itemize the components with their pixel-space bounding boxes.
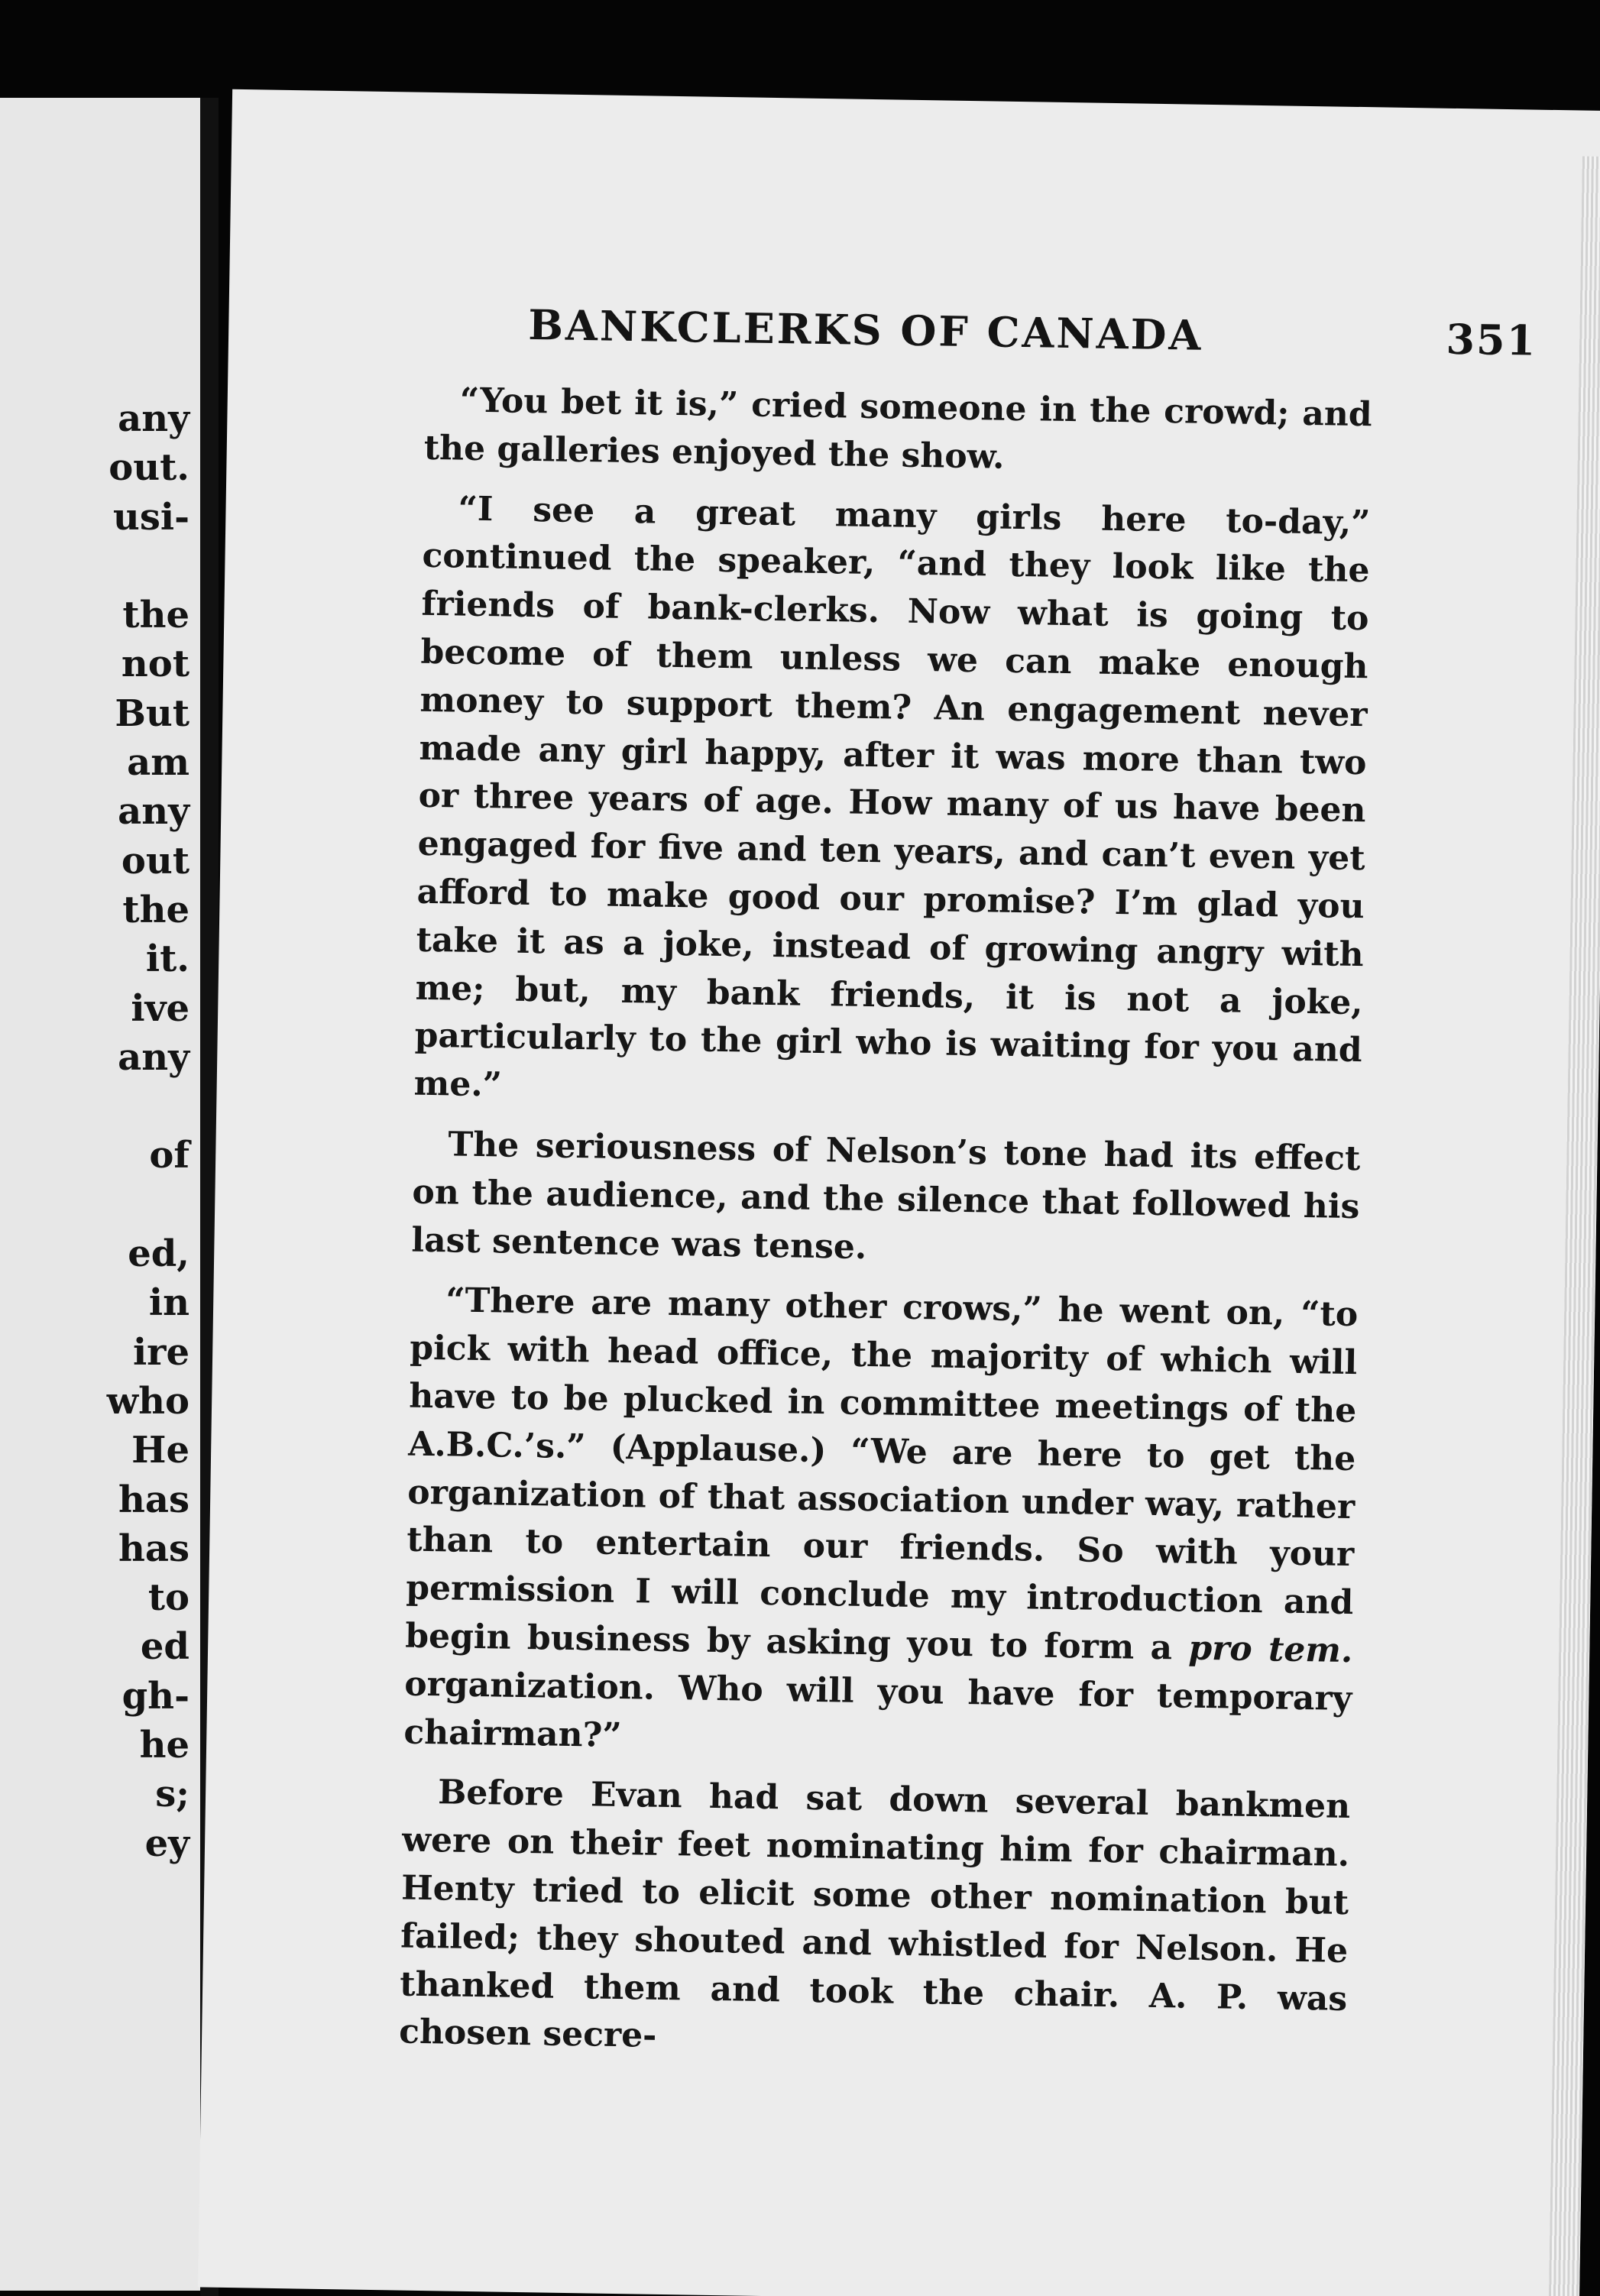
- left-page-fragment: ed: [140, 1625, 189, 1669]
- running-head: [527, 300, 1537, 385]
- paragraph-4-italic-term: pro tem.: [1188, 1628, 1353, 1670]
- left-page-fragment: it.: [145, 938, 189, 981]
- left-page-fragment: has: [118, 1478, 189, 1521]
- left-page-fragment: not: [121, 643, 189, 686]
- paragraph-4-part-b: organization. Who will you have for temporary chairman?”: [403, 1664, 1352, 1755]
- left-page-fragment: [14, 542, 189, 591]
- left-page-fragment: to: [147, 1576, 189, 1620]
- left-page-fragment: [14, 1082, 189, 1131]
- left-page-fragment: out.: [109, 446, 189, 490]
- paragraph-5: Before Evan had sat down several bankmen were on their feet nominating him for chairman. Henty tried to elicit some other nomination but failed; they shouted and whistled for Nelson. He thanked them and took the chair. A. P. was chosen secre-: [398, 1773, 1351, 2056]
- left-page-fragment: He: [131, 1429, 189, 1472]
- paragraph-4-part-a: “There are many other crows,” he went on, “to pick with head office, the majority of which will have to be plucked in committee meetings of the A.B.C.’s.” (Applause.) “We are here to get the organization of that association under way, rather than to entertain our friends. So with your permission I will conclude my introduction and begin business by asking you to form a: [404, 1281, 1359, 1668]
- left-page-fragment: gh-: [121, 1674, 189, 1718]
- left-page-fragment: am: [127, 741, 189, 785]
- page-number: 351: [1445, 314, 1537, 365]
- left-page-fragment: the: [122, 888, 189, 931]
- left-page-fragment: any: [118, 790, 189, 834]
- paragraph-1: “You bet it is,” cried someone in the crowd; and the galleries enjoyed the show.: [423, 381, 1373, 477]
- right-book-page: [198, 89, 1600, 2296]
- left-page-fragment: s;: [155, 1773, 189, 1816]
- left-page-fragment: he: [139, 1724, 189, 1767]
- left-page-fragment: the: [122, 594, 189, 637]
- left-page-fragment: ey: [144, 1822, 189, 1865]
- paragraph-2: “I see a great many girls here to-day,” continued the speaker, “and they look like the friends of bank-clerks. Now what is going to become of them unless we can make enough money to support them? An engagement never made any girl happy, after it was more than two or three years of age. How many of us have been engaged for five and ten years, and can’t even yet afford to make good our promise? I’m glad you take it as a joke, instead of growing angry with me; but, my bank friends, it is not a joke, particularly to the girl who is waiting for you and me.”: [413, 489, 1371, 1105]
- left-page-fragment: in: [148, 1281, 189, 1325]
- left-page-fragment: ed,: [128, 1232, 189, 1276]
- left-page-fragment: any: [118, 397, 189, 440]
- paragraph-4: [403, 1277, 1359, 1771]
- left-page-fragment: ive: [131, 986, 189, 1030]
- left-page-fragment: who: [106, 1379, 189, 1423]
- page-body-text: [398, 377, 1372, 2084]
- running-title: BANKCLERKS OF CANADA: [527, 300, 1203, 360]
- left-page-fragment: But: [115, 691, 189, 735]
- paragraph-3: The seriousness of Nelson’s tone had its effect on the audience, and the silence that followed his last sentence was tense.: [411, 1125, 1361, 1267]
- left-page-fragment: of: [149, 1134, 189, 1177]
- left-page-fragment: out: [121, 839, 189, 882]
- left-facing-page: [0, 98, 200, 2291]
- left-page-fragment: ire: [132, 1330, 189, 1374]
- page-edge-stack: [1549, 157, 1600, 2296]
- left-page-fragment: [14, 1180, 189, 1229]
- left-page-fragment: any: [118, 1035, 189, 1079]
- left-page-fragment: usi-: [112, 495, 189, 539]
- left-page-text-fragments: [14, 394, 189, 1868]
- left-page-fragment: has: [118, 1527, 189, 1570]
